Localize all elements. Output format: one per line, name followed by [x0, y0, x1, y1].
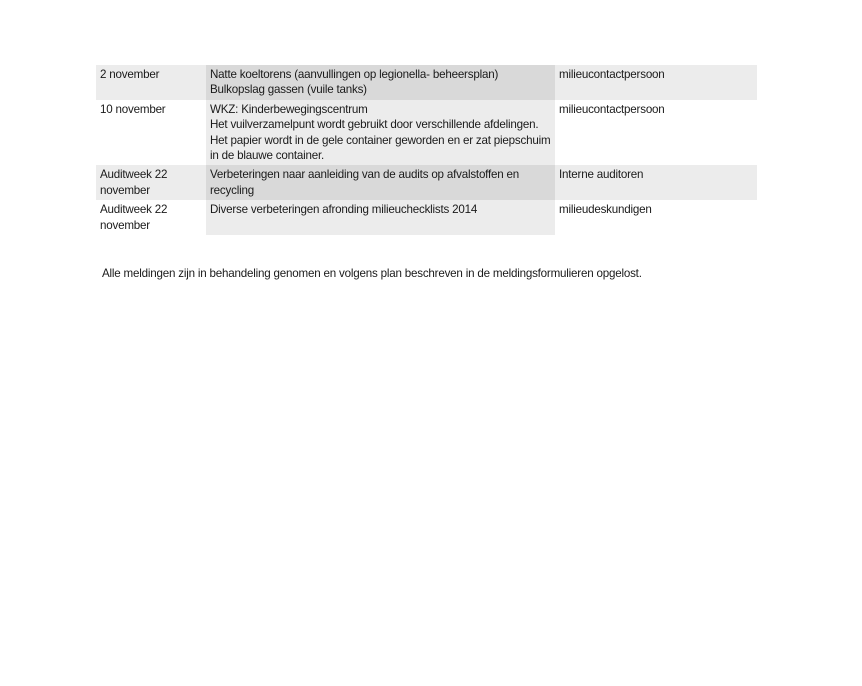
- description-line: Diverse verbeteringen afronding milieuchecklists 2014: [210, 203, 478, 217]
- description-line: Natte koeltorens (aanvullingen op legionella- beheersplan): [210, 68, 499, 81]
- description-line: WKZ: Kinderbewegingscentrum: [210, 102, 368, 116]
- row-date: Auditweek 22 november: [96, 200, 206, 235]
- table-row: [96, 200, 757, 235]
- row-contact: Interne auditoren: [555, 165, 757, 200]
- row-contact: milieudeskundigen: [555, 200, 757, 235]
- description-line: Het vuilverzamelpunt wordt gebruikt door verschillende afdelingen. Het papier wordt in de gele container geworden en er zat piepschuim in de blauwe container.: [210, 118, 551, 163]
- row-description: [206, 65, 555, 100]
- closing-note: Alle meldingen zijn in behandeling genomen en volgens plan beschreven in de meldingsformulieren opgelost.: [102, 266, 642, 280]
- row-contact: milieucontactpersoon: [555, 65, 757, 100]
- row-description: [206, 200, 555, 235]
- notifications-table: [96, 65, 757, 235]
- description-line: Bulkopslag gassen (vuile tanks): [210, 83, 367, 97]
- table-row: [96, 65, 757, 100]
- row-date: 2 november: [96, 65, 206, 100]
- table-row: [96, 165, 757, 200]
- row-contact: milieucontactpersoon: [555, 100, 757, 166]
- row-date: Auditweek 22 november: [96, 165, 206, 200]
- table-row: [96, 100, 757, 166]
- row-description: [206, 165, 555, 200]
- row-date: 10 november: [96, 100, 206, 166]
- row-description: [206, 100, 555, 166]
- description-line: Verbeteringen naar aanleiding van de audits op afvalstoffen en recycling: [210, 168, 520, 197]
